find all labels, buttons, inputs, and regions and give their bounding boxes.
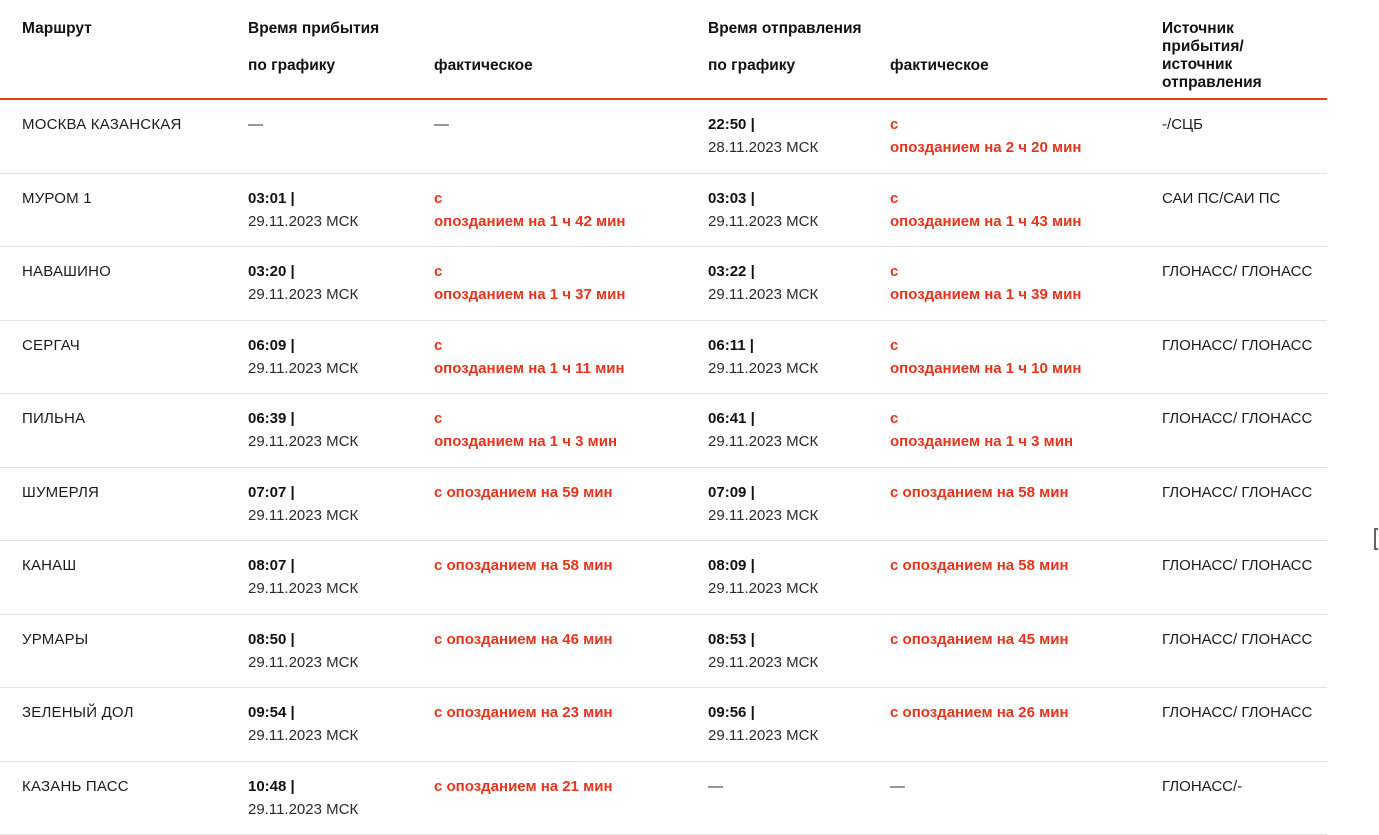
arrival-actual xyxy=(434,99,708,173)
table-row xyxy=(0,541,1327,615)
arrival-scheduled xyxy=(248,614,434,688)
delay-text-line1: с опозданием на 59 мин xyxy=(434,483,613,501)
departure-scheduled xyxy=(708,761,890,835)
station-name: ШУМЕРЛЯ xyxy=(0,467,248,541)
separator: | xyxy=(750,116,755,133)
table-body xyxy=(0,99,1327,835)
scheduled-time: 03:22 xyxy=(708,263,747,280)
empty-dash: — xyxy=(890,777,906,795)
arrival-scheduled xyxy=(248,394,434,468)
scheduled-date: 29.11.2023 МСК xyxy=(248,580,359,598)
data-source: ГЛОНАСС/ ГЛОНАСС xyxy=(1162,614,1327,688)
arrival-scheduled xyxy=(248,320,434,394)
scheduled-time: 03:01 xyxy=(248,189,287,207)
data-source: ГЛОНАСС/ ГЛОНАСС xyxy=(1162,541,1327,615)
separator: | xyxy=(290,777,295,795)
table-row xyxy=(0,467,1327,541)
scheduled-date: 29.11.2023 МСК xyxy=(708,727,819,745)
arrival-actual xyxy=(434,247,708,321)
delay-text-line1: с опозданием на 46 мин xyxy=(434,630,613,648)
delay-text-line1: с опозданием на 23 мин xyxy=(434,704,613,721)
departure-scheduled xyxy=(708,320,890,394)
station-name: КАЗАНЬ ПАСС xyxy=(0,761,248,835)
text-cursor-icon xyxy=(1374,528,1378,550)
data-source: САИ ПС/САИ ПС xyxy=(1162,173,1327,247)
data-source: ГЛОНАСС/ ГЛОНАСС xyxy=(1162,247,1327,321)
scheduled-time: 07:09 xyxy=(708,483,747,501)
delay-text-line2: опозданием на 1 ч 37 мин xyxy=(434,286,626,304)
data-source: ГЛОНАСС/ ГЛОНАСС xyxy=(1162,467,1327,541)
separator: | xyxy=(290,263,295,280)
scheduled-time: 08:53 xyxy=(708,630,747,648)
arrival-actual xyxy=(434,320,708,394)
delay-text-line1: с xyxy=(890,336,899,354)
departure-actual xyxy=(890,394,1162,468)
station-name: МУРОМ 1 xyxy=(0,173,248,247)
arrival-actual xyxy=(434,467,708,541)
separator: | xyxy=(749,336,754,354)
departure-actual xyxy=(890,761,1162,835)
scheduled-date: 29.11.2023 МСК xyxy=(248,727,359,745)
separator: | xyxy=(750,704,755,721)
arrival-scheduled xyxy=(248,541,434,615)
scheduled-date: 29.11.2023 МСК xyxy=(248,506,359,524)
delay-text-line2: опозданием на 1 ч 3 мин xyxy=(434,433,618,451)
separator: | xyxy=(290,336,295,354)
scheduled-date: 29.11.2023 МСК xyxy=(708,506,819,524)
scheduled-date: 29.11.2023 МСК xyxy=(248,433,359,451)
arrival-scheduled xyxy=(248,247,434,321)
scheduled-date: 29.11.2023 МСК xyxy=(248,653,359,671)
departure-scheduled xyxy=(708,541,890,615)
column-header-source: Источник прибытия/ источник отправления xyxy=(1162,20,1262,91)
empty-dash: — xyxy=(708,777,724,795)
station-name: МОСКВА КАЗАНСКАЯ xyxy=(0,99,248,173)
departure-actual xyxy=(890,614,1162,688)
arrival-scheduled xyxy=(248,467,434,541)
separator: | xyxy=(750,557,755,574)
delay-text-line1: с опозданием на 58 мин xyxy=(890,557,1069,574)
scheduled-date: 29.11.2023 МСК xyxy=(708,359,819,377)
scheduled-date: 29.11.2023 МСК xyxy=(248,359,359,377)
departure-actual xyxy=(890,320,1162,394)
separator: | xyxy=(290,189,295,207)
arrival-actual xyxy=(434,761,708,835)
departure-scheduled xyxy=(708,173,890,247)
departure-actual xyxy=(890,688,1162,762)
separator: | xyxy=(750,630,755,648)
data-source: -/СЦБ xyxy=(1162,99,1327,173)
scheduled-time: 08:07 xyxy=(248,557,287,574)
table-row xyxy=(0,688,1327,762)
table-header xyxy=(0,0,1327,99)
departure-actual xyxy=(890,247,1162,321)
scheduled-time: 06:39 xyxy=(248,410,287,427)
arrival-scheduled xyxy=(248,688,434,762)
table-row xyxy=(0,761,1327,835)
departure-scheduled xyxy=(708,247,890,321)
scheduled-time: 22:50 xyxy=(708,116,747,133)
table-row xyxy=(0,247,1327,321)
data-source: ГЛОНАСС/- xyxy=(1162,761,1327,835)
scheduled-date: 29.11.2023 МСК xyxy=(248,212,359,230)
arrival-actual xyxy=(434,394,708,468)
scheduled-time: 03:20 xyxy=(248,263,287,280)
arrival-actual xyxy=(434,173,708,247)
scheduled-date: 29.11.2023 МСК xyxy=(708,653,819,671)
delay-text-line1: с опозданием на 21 мин xyxy=(434,777,613,795)
separator: | xyxy=(290,483,295,501)
scheduled-date: 29.11.2023 МСК xyxy=(248,286,359,304)
station-name: ЗЕЛЕНЫЙ ДОЛ xyxy=(0,688,248,762)
scheduled-time: 07:07 xyxy=(248,483,287,501)
scheduled-time: 06:11 xyxy=(708,336,746,354)
departure-scheduled xyxy=(708,614,890,688)
table-header-row-top xyxy=(0,0,1327,51)
scheduled-time: 10:48 xyxy=(248,777,287,795)
scheduled-date: 28.11.2023 МСК xyxy=(708,139,819,157)
column-header-arrival-scheduled: по графику xyxy=(248,57,336,75)
departure-scheduled xyxy=(708,99,890,173)
scheduled-date: 29.11.2023 МСК xyxy=(708,286,819,304)
delay-text-line1: с xyxy=(890,189,899,207)
column-header-departure-scheduled: по графику xyxy=(708,57,796,75)
station-name: ПИЛЬНА xyxy=(0,394,248,468)
delay-text-line2: опозданием на 1 ч 11 мин xyxy=(434,359,625,377)
separator: | xyxy=(750,410,755,427)
station-name: КАНАШ xyxy=(0,541,248,615)
delay-text-line1: с xyxy=(434,263,443,280)
column-header-route: Маршрут xyxy=(22,20,92,37)
column-header-departure-actual: фактическое xyxy=(890,57,989,75)
delay-text-line2: опозданием на 1 ч 42 мин xyxy=(434,212,626,230)
delay-text-line1: с xyxy=(434,336,443,354)
station-name: УРМАРЫ xyxy=(0,614,248,688)
arrival-actual xyxy=(434,541,708,615)
data-source: ГЛОНАСС/ ГЛОНАСС xyxy=(1162,688,1327,762)
departure-scheduled xyxy=(708,394,890,468)
scheduled-time: 06:09 xyxy=(248,336,287,354)
table-row xyxy=(0,320,1327,394)
arrival-scheduled xyxy=(248,173,434,247)
delay-text-line1: с опозданием на 58 мин xyxy=(890,483,1069,501)
delay-text-line1: с опозданием на 45 мин xyxy=(890,630,1069,648)
scheduled-date: 29.11.2023 МСК xyxy=(708,433,819,451)
scheduled-time: 06:41 xyxy=(708,410,747,427)
delay-text-line1: с xyxy=(890,410,899,427)
separator: | xyxy=(290,630,295,648)
table-row xyxy=(0,614,1327,688)
column-header-arrival-actual: фактическое xyxy=(434,57,533,75)
arrival-scheduled xyxy=(248,99,434,173)
separator: | xyxy=(750,263,755,280)
station-name: СЕРГАЧ xyxy=(0,320,248,394)
scheduled-date: 29.11.2023 МСК xyxy=(248,800,359,818)
table-row xyxy=(0,173,1327,247)
scheduled-time: 08:09 xyxy=(708,557,747,574)
separator: | xyxy=(290,410,295,427)
scheduled-time: 08:50 xyxy=(248,630,287,648)
empty-dash: — xyxy=(248,116,263,133)
delay-text-line2: опозданием на 1 ч 3 мин xyxy=(890,433,1074,451)
delay-text-line2: опозданием на 2 ч 20 мин xyxy=(890,139,1082,157)
scheduled-date: 29.11.2023 МСК xyxy=(708,212,819,230)
empty-dash: — xyxy=(434,116,449,133)
separator: | xyxy=(750,189,755,207)
departure-actual xyxy=(890,99,1162,173)
table-row xyxy=(0,394,1327,468)
scheduled-time: 03:03 xyxy=(708,189,747,207)
scheduled-time: 09:54 xyxy=(248,704,287,721)
delay-text-line1: с xyxy=(890,263,899,280)
scheduled-date: 29.11.2023 МСК xyxy=(708,580,819,598)
separator: | xyxy=(750,483,755,501)
column-header-departure-time: Время отправления xyxy=(708,20,862,37)
delay-text-line2: опозданием на 1 ч 39 мин xyxy=(890,286,1082,304)
separator: | xyxy=(290,704,295,721)
scheduled-time: 09:56 xyxy=(708,704,747,721)
departure-scheduled xyxy=(708,688,890,762)
delay-text-line1: с xyxy=(434,410,443,427)
table-row xyxy=(0,99,1327,173)
delay-text-line1: с xyxy=(890,116,899,133)
departure-actual xyxy=(890,467,1162,541)
delay-text-line1: с опозданием на 58 мин xyxy=(434,557,613,574)
departure-actual xyxy=(890,173,1162,247)
station-name: НАВАШИНО xyxy=(0,247,248,321)
delay-text-line1: с xyxy=(434,189,443,207)
arrival-actual xyxy=(434,688,708,762)
delay-text-line2: опозданием на 1 ч 10 мин xyxy=(890,359,1082,377)
delay-text-line1: с опозданием на 26 мин xyxy=(890,704,1069,721)
arrival-scheduled xyxy=(248,761,434,835)
delay-text-line2: опозданием на 1 ч 43 мин xyxy=(890,212,1082,230)
column-header-arrival-time: Время прибытия xyxy=(248,20,380,37)
data-source: ГЛОНАСС/ ГЛОНАСС xyxy=(1162,394,1327,468)
departure-actual xyxy=(890,541,1162,615)
arrival-actual xyxy=(434,614,708,688)
departure-scheduled xyxy=(708,467,890,541)
data-source: ГЛОНАСС/ ГЛОНАСС xyxy=(1162,320,1327,394)
separator: | xyxy=(290,557,295,574)
